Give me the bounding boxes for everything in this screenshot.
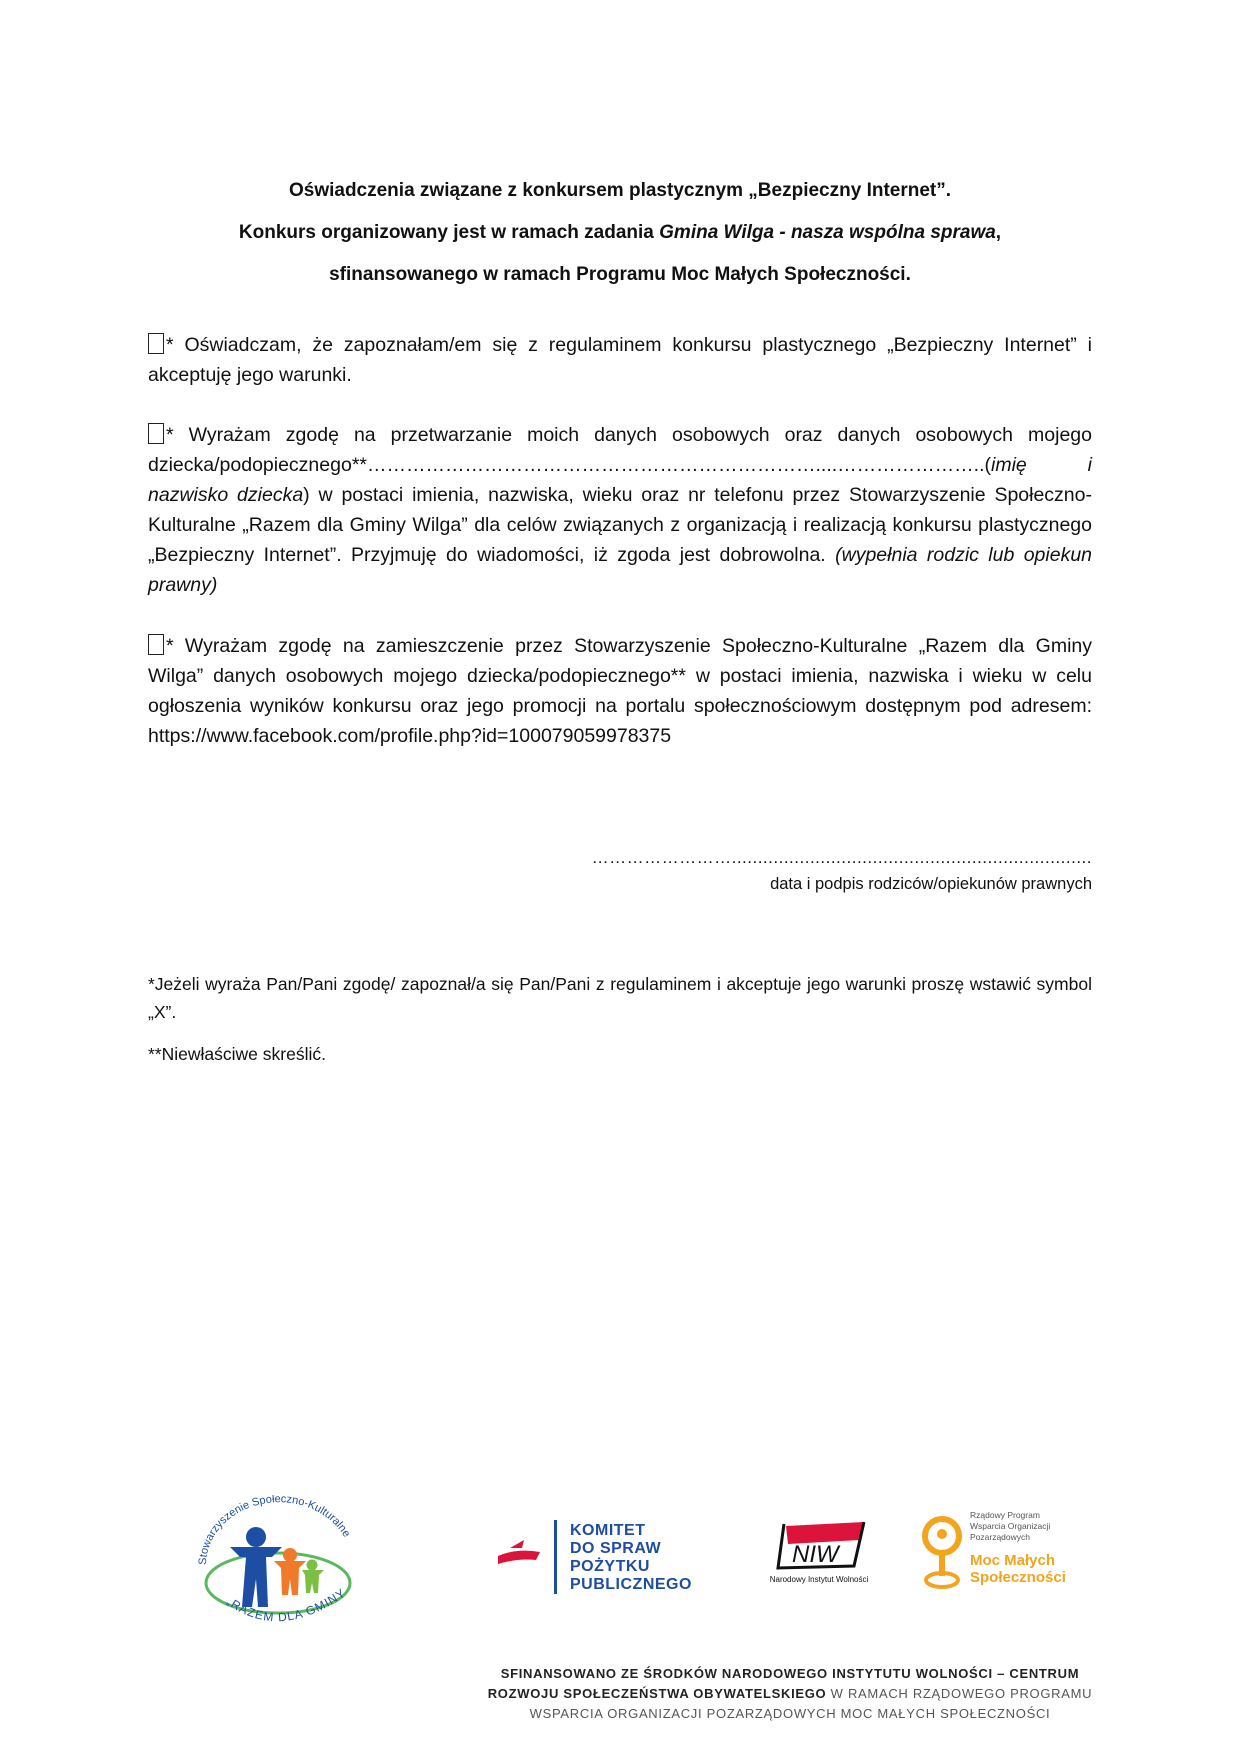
- regulations-checkbox[interactable]: [148, 333, 164, 354]
- niw-logo: [764, 1516, 874, 1596]
- title-line-3: sfinansowanego w ramach Programu Moc Małych Społeczności.: [329, 264, 911, 285]
- funding-statement: SFINANSOWANO ZE ŚRODKÓW NARODOWEGO INSTYTUTU WOLNOŚCI – CENTRUM ROZWOJU SPOŁECZEŃSTWA OBYWATELSKIEGO W RAMACH RZĄDOWEGO PROGRAMU WSPARCIA ORGANIZACJI POZARZĄDOWYCH MOC MAŁYCH SPOŁECZNOŚCI: [487, 1666, 1093, 1721]
- statement-data-processing: [148, 420, 1092, 600]
- mms-program-text: Rządowy Program Wsparcia Organizacji Pozarządowych: [970, 1510, 1051, 1542]
- statement-3-text: * Wyrażam zgodę na zamieszczenie przez Stowarzyszenie Społeczno-Kulturalne „Razem dla Gminy Wilga” danych osobowych mojego dziecka/podopiecznego** w postaci imienia, nazwiska i wieku w celu ogłoszenia wyników konkursu oraz jego promocji na portalu społecznościowym dostępnym pod adresem: https://www.facebook.com/profile.php?id=100079059978375: [148, 635, 1092, 747]
- signature-line[interactable]: …………………….....................................................................: [591, 848, 1092, 867]
- association-ring-text: Stowarzyszenie Społeczno-Kulturalne: [196, 1495, 353, 1566]
- filled-by-hint: (wypełnia rodzic lub opiekun prawny): [148, 544, 1093, 596]
- poland-flag-icon: [498, 1551, 540, 1564]
- kdspp-logo: [496, 1518, 716, 1596]
- footnote-1: *Jeżeli wyraża Pan/Pani zgodę/ zapoznał/a się Pan/Pani z regulaminem i akceptuje jego warunki proszę wstawić symbol „X”.: [148, 974, 1092, 1022]
- task-name: Gmina Wilga - nasza wspólna sprawa: [659, 222, 996, 243]
- niw-caption: Narodowy Instytut Wolności: [769, 1575, 869, 1584]
- kdspp-text: KOMITET DO SPRAW POŻYTKU PUBLICZNEGO: [570, 1522, 692, 1593]
- association-logo: [186, 1495, 372, 1635]
- statement-2-text-b: ) w postaci imienia, nazwiska, wieku oraz nr telefonu przez Stowarzyszenie Społeczno-Kulturalne „Razem dla Gminy Wilga” dla celów związanych z organizacją i realizacją konkursu plastycznego „Bezpieczny Internet”. Przyjmuję do wiadomości, iż zgoda jest dobrowolna.: [148, 484, 1092, 566]
- publication-checkbox[interactable]: [148, 634, 164, 655]
- mms-title: Moc Małych Społeczności: [970, 1552, 1066, 1586]
- child-name-hint: imię i nazwisko dziecka: [148, 454, 1092, 506]
- document-title: [150, 170, 1090, 296]
- association-bottom-text: „RAZEM DLA GMINY: [224, 1585, 349, 1625]
- data-processing-checkbox[interactable]: [148, 423, 164, 444]
- statement-2-text-a: * Wyrażam zgodę na przetwarzanie moich danych osobowych oraz danych osobowych mojego dziecka/podopiecznego**……………………………………………………………....…………………..(: [148, 424, 1092, 476]
- footnote-2: **Niewłaściwe skreślić.: [148, 1044, 326, 1064]
- statement-1-text: * Oświadczam, że zapoznałam/em się z regulaminem konkursu plastycznego „Bezpieczny Internet” i akceptuję jego warunki.: [148, 334, 1092, 386]
- statement-regulations: [148, 330, 1092, 390]
- title-line-1: Oświadczenia związane z konkursem plastycznym „Bezpieczny Internet”.: [288, 180, 952, 201]
- signature-caption: data i podpis rodziców/opiekunów prawnych: [770, 875, 1092, 893]
- niw-text: NIW: [792, 1541, 839, 1568]
- statement-publication: [148, 631, 1092, 751]
- mms-logo: [920, 1510, 1080, 1600]
- title-line-2: Konkurs organizowany jest w ramach zadania Gmina Wilga - nasza wspólna sprawa,: [238, 222, 1002, 243]
